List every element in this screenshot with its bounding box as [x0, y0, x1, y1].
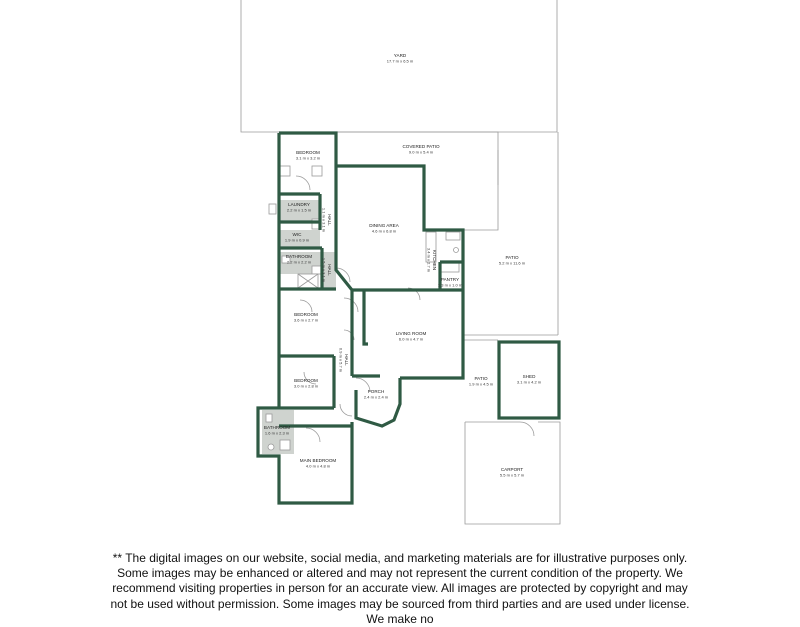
- room-label-covered-patio: [402, 144, 440, 155]
- room-size: 1.9 m x 4.5 m: [468, 381, 494, 387]
- room-label-bedroom-3: [294, 378, 319, 389]
- room-name: HALL: [327, 214, 332, 226]
- room-name: CARPORT: [500, 467, 524, 472]
- room-name: DINING AREA: [369, 223, 399, 228]
- room-name: PORCH: [367, 389, 385, 394]
- room-name: KITCHEN: [432, 249, 437, 271]
- room-name: MAIN BEDROOM: [299, 458, 337, 463]
- room-size: 4.0 m x 4.8 m: [305, 463, 331, 469]
- room-name: HALL: [344, 354, 349, 366]
- room-name: BEDROOM: [296, 150, 320, 155]
- room-name: PATIO: [474, 376, 488, 381]
- room-label-laundry: [287, 202, 312, 213]
- room-label-living: [396, 331, 427, 342]
- room-size: 3.4 m x 2.7 m: [426, 247, 432, 273]
- room-label-bathroom-2: [264, 425, 290, 436]
- room-label-main-bedroom: [300, 458, 337, 469]
- room-name: BEDROOM: [294, 312, 318, 317]
- room-name: PATIO: [505, 255, 519, 260]
- room-size: 1.3 m x 1.0 m: [437, 282, 463, 288]
- room-size: 3.0 m x 2.8 m: [293, 383, 319, 389]
- room-name: LAUNDRY: [288, 202, 310, 207]
- room-name: LIVING ROOM: [395, 331, 427, 336]
- room-label-pantry: [438, 277, 463, 288]
- room-size: 0.9 m x 5.7 m: [338, 347, 344, 373]
- room-label-bedroom-1: [296, 150, 321, 161]
- room-label-patio-1: [499, 255, 526, 266]
- room-name: YARD: [393, 53, 407, 58]
- porch-walls: [356, 378, 400, 426]
- room-name: COVERED PATIO: [402, 144, 440, 149]
- room-name: BATHROOM: [285, 254, 313, 259]
- room-size: 3.1 m x 3.2 m: [295, 155, 321, 161]
- room-label-hall-3: [339, 348, 350, 373]
- room-name: HALL: [327, 264, 332, 276]
- room-name: BATHROOM: [263, 425, 291, 430]
- room-size: 2.2 m x 2.2 m: [286, 259, 312, 265]
- room-size: 5.2 m x 11.6 m: [498, 260, 526, 266]
- room-size: 5.5 m x 5.7 m: [499, 472, 525, 478]
- room-size: 4.6 m x 6.8 m: [371, 228, 397, 234]
- room-name: WIC: [292, 232, 302, 237]
- room-size: 3.6 m x 2.7 m: [293, 317, 319, 323]
- room-label-yard: [387, 53, 414, 64]
- room-size: 1.6 m x 2.3 m: [264, 430, 290, 436]
- room-size: 2.4 m x 2.4 m: [363, 394, 389, 400]
- room-label-kitchen: [427, 248, 438, 273]
- room-name: SHED: [522, 374, 536, 379]
- room-size: 9.0 m x 5.4 m: [408, 149, 434, 155]
- room-label-bedroom-2: [294, 312, 319, 323]
- room-label-shed: [517, 374, 542, 385]
- room-size: 1.5 m x 3.1 m: [321, 257, 327, 283]
- room-size: 17.7 m x 6.5 m: [386, 58, 414, 64]
- room-size: 2.2 m x 1.5 m: [286, 207, 312, 213]
- room-size: 3.1 m x 4.2 m: [516, 379, 542, 385]
- room-label-hall-1: [322, 208, 333, 233]
- patio-outline: [463, 230, 558, 340]
- room-name: PANTRY: [440, 277, 460, 282]
- room-size: 1.1 m x 3.1 m: [321, 207, 327, 233]
- room-size: 6.0 m x 4.7 m: [398, 336, 424, 342]
- room-size: 1.9 m x 0.9 m: [284, 237, 310, 243]
- room-label-dining: [369, 223, 400, 234]
- room-label-carport: [500, 467, 525, 478]
- room-name: BEDROOM: [294, 378, 318, 383]
- room-label-bathroom-1: [286, 254, 312, 265]
- room-label-patio-2: [469, 376, 494, 387]
- disclaimer-text: ** The digital images on our website, social media, and marketing materials are for illustrative purposes only. Some images may be enhanced or altered and may not represent the current condition of the property. We recommend visiting properties in person for an accurate view. All images are protected by copyright and may not be used without permission. Some images may be sourced from third parties and are used under license. We make no: [110, 551, 690, 626]
- room-label-porch: [364, 389, 389, 400]
